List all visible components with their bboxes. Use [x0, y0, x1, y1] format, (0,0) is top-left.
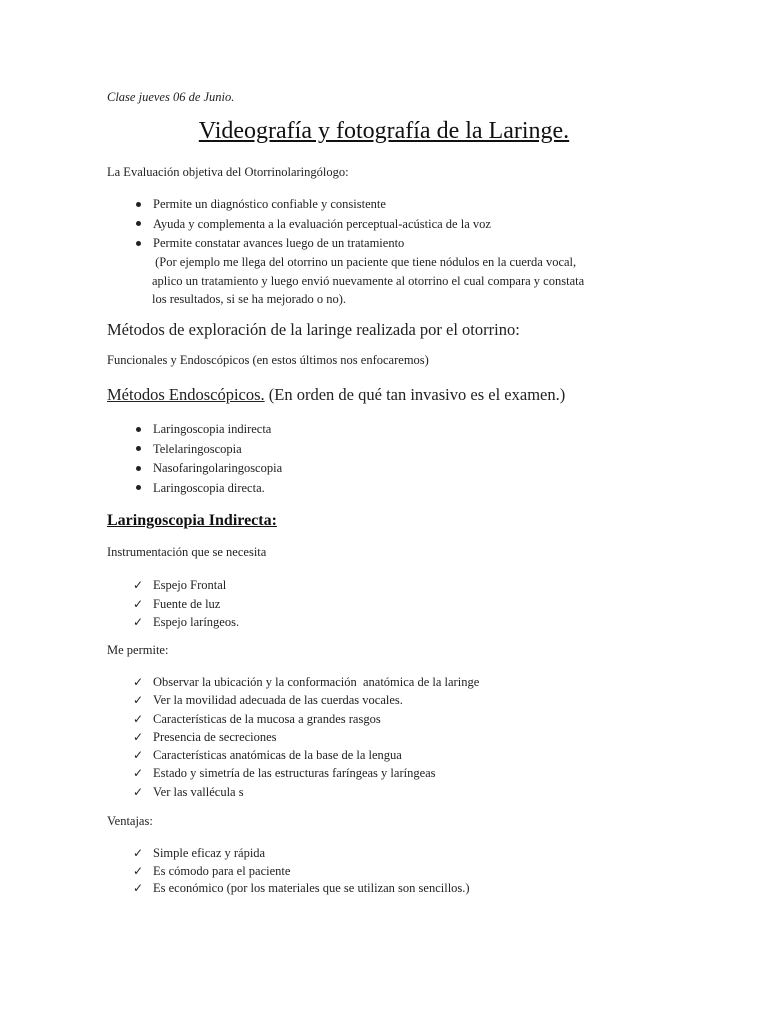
checkmark-icon: ✓	[132, 596, 144, 611]
checkmark-icon: ✓	[132, 784, 144, 799]
methods-heading: Métodos de exploración de la laringe realizada por el otorrino:	[107, 320, 520, 339]
checkmark-icon: ✓	[132, 578, 144, 592]
list-item: Ayuda y complementa a la evaluación perceptual-acústica de la voz	[129, 215, 491, 235]
checkmark-icon: ✓	[132, 675, 144, 689]
list-item: ✓ Espejo laríngeos.	[129, 613, 239, 632]
document-title: Videografía y fotografía de la Laringe.	[198, 118, 570, 144]
list-item: Laringoscopia directa.	[129, 479, 282, 499]
indirect-laryngoscopy-heading: Laringoscopia Indirecta:	[107, 512, 277, 529]
bullet-dot-icon	[129, 215, 147, 235]
permite-list	[129, 673, 479, 801]
list-item: ✓ Simple eficaz y rápida	[129, 845, 470, 863]
list-item: ✓ Presencia de secreciones	[129, 728, 479, 746]
class-date: Clase jueves 06 de Junio.	[107, 90, 235, 104]
bullet-dot-icon	[129, 234, 147, 254]
list-item: ✓ Espejo Frontal	[129, 576, 239, 595]
instrumentation-label: Instrumentación que se necesita	[107, 545, 267, 559]
evaluation-list	[129, 195, 491, 254]
instrumentation-list	[129, 576, 239, 632]
checkmark-icon: ✓	[132, 711, 144, 726]
endoscopic-methods-list	[129, 420, 282, 498]
checkmark-icon: ✓	[132, 881, 144, 895]
list-item: ✓ Fuente de luz	[129, 595, 239, 614]
example-paragraph: (Por ejemplo me llega del otorrino un paciente que tiene nódulos en la cuerda vocal, aplico un tratamiento y luego envió nuevamente al otorrino el cual compara y constata los resultados, si se ha mejorado o no).	[152, 255, 585, 306]
ventajas-list	[129, 845, 470, 898]
list-item: ✓ Es cómodo para el paciente	[129, 863, 470, 881]
checkmark-icon: ✓	[132, 766, 144, 781]
list-item: ✓ Es económico (por los materiales que se utilizan son sencillos.)	[129, 880, 470, 898]
list-item: ✓ Ver la movilidad adecuada de las cuerdas vocales.	[129, 691, 479, 709]
list-item: Permite constatar avances luego de un tratamiento	[129, 234, 491, 254]
ventajas-label: Ventajas:	[107, 814, 153, 828]
checkmark-icon: ✓	[132, 846, 144, 860]
list-item: Laringoscopia indirecta	[129, 420, 282, 440]
endoscopic-heading: Métodos Endoscópicos. (En orden de qué tan invasivo es el examen.)	[107, 385, 566, 404]
list-item: ✓ Observar la ubicación y la conformación anatómica de la laringe	[129, 673, 479, 691]
permite-label: Me permite:	[107, 643, 169, 657]
list-item: Telelaringoscopia	[129, 440, 282, 460]
list-item: ✓ Ver las vallécula s	[129, 783, 479, 801]
list-item: ✓ Características anatómicas de la base de la lengua	[129, 746, 479, 764]
checkmark-icon: ✓	[132, 729, 144, 744]
bullet-dot-icon	[129, 195, 147, 215]
checkmark-icon: ✓	[132, 863, 144, 878]
intro-text: La Evaluación objetiva del Otorrinolaringólogo:	[107, 165, 349, 179]
bullet-dot-icon	[129, 440, 147, 460]
bullet-dot-icon	[129, 459, 147, 479]
checkmark-icon: ✓	[132, 693, 144, 708]
methods-text: Funcionales y Endoscópicos (en estos últimos nos enfocaremos)	[107, 353, 429, 367]
bullet-dot-icon	[129, 479, 147, 499]
checkmark-icon: ✓	[132, 615, 144, 629]
list-item: Permite un diagnóstico confiable y consistente	[129, 195, 491, 215]
bullet-dot-icon	[129, 420, 147, 440]
checkmark-icon: ✓	[132, 748, 144, 763]
list-item: ✓ Características de la mucosa a grandes rasgos	[129, 710, 479, 728]
list-item: ✓ Estado y simetría de las estructuras faríngeas y laríngeas	[129, 764, 479, 782]
list-item: Nasofaringolaringoscopia	[129, 459, 282, 479]
